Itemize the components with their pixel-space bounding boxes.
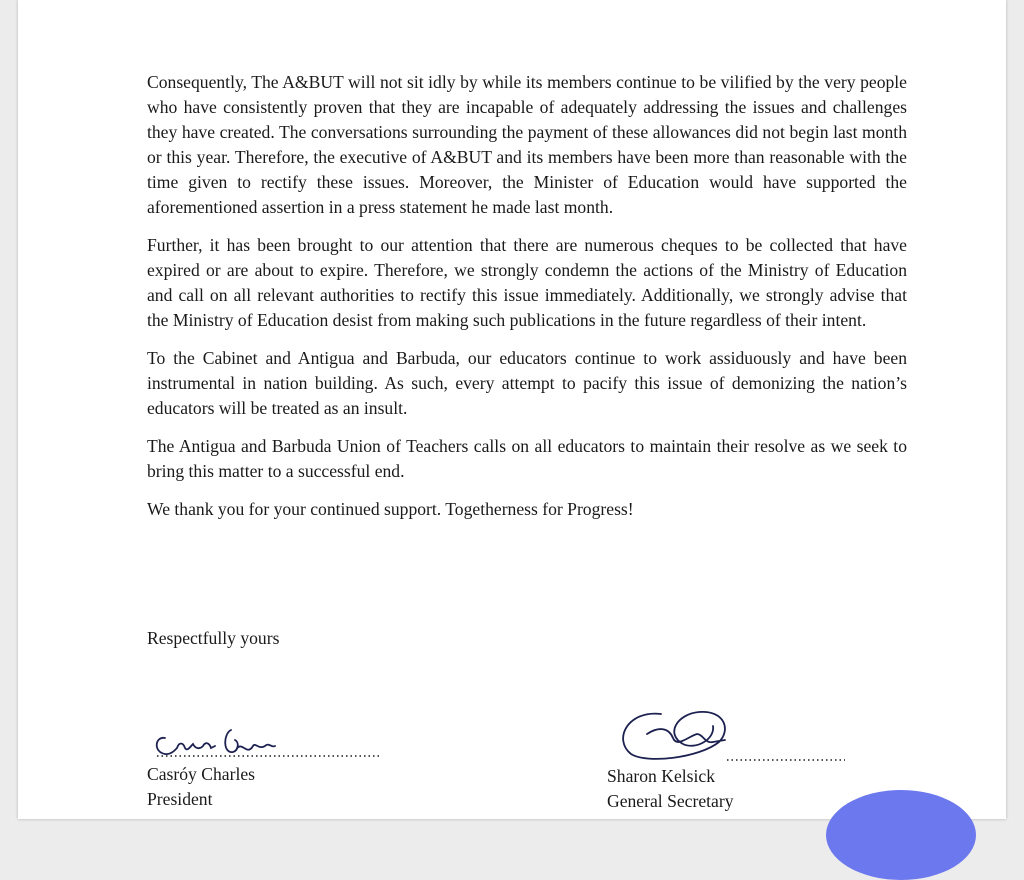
letter-body — [147, 70, 907, 535]
signature-block-secretary — [607, 704, 867, 814]
signatory-name: Casróy Charles — [147, 764, 255, 784]
paragraph-3: To the Cabinet and Antigua and Barbuda, our educators continue to work assiduously and have been instrumental in nation building. As such, every attempt to pacify this issue of demonizing the nation’s educators will be treated as an insult. — [147, 348, 907, 418]
paragraph-1: Consequently, The A&BUT will not sit idly by while its members continue to be vilified by the very people who have consistently proven that they are incapable of adequately addressing the issues and challenges they have created. The conversations surrounding the payment of these allowances did not begin last month or this year. Therefore, the executive of A&BUT and its members have been more than reasonable with the time given to rectify these issues. Moreover, the Minister of Education would have supported the aforementioned assertion in a press statement he made last month. — [147, 72, 907, 217]
signatory-title: General Secretary — [607, 791, 734, 811]
accent-blob — [826, 790, 976, 880]
signatory-title: President — [147, 789, 213, 809]
president-signature — [147, 712, 387, 762]
secretary-signature — [607, 704, 847, 764]
paragraph-5: We thank you for your continued support. Togetherness for Progress! — [147, 499, 634, 519]
signature-block-president — [147, 712, 387, 812]
signatory-name: Sharon Kelsick — [607, 766, 715, 786]
letter-page — [18, 0, 1006, 819]
closing-line: Respectfully yours — [147, 628, 280, 648]
paragraph-4: The Antigua and Barbuda Union of Teachers calls on all educators to maintain their resolve as we seek to bring this matter to a successful end. — [147, 436, 907, 481]
paragraph-2: Further, it has been brought to our attention that there are numerous cheques to be collected that have expired or are about to expire. Therefore, we strongly condemn the actions of the Ministry of Education and call on all relevant authorities to rectify this issue immediately. Additionally, we strongly advise that the Ministry of Education desist from making such publications in the future regardless of their intent. — [147, 235, 907, 330]
